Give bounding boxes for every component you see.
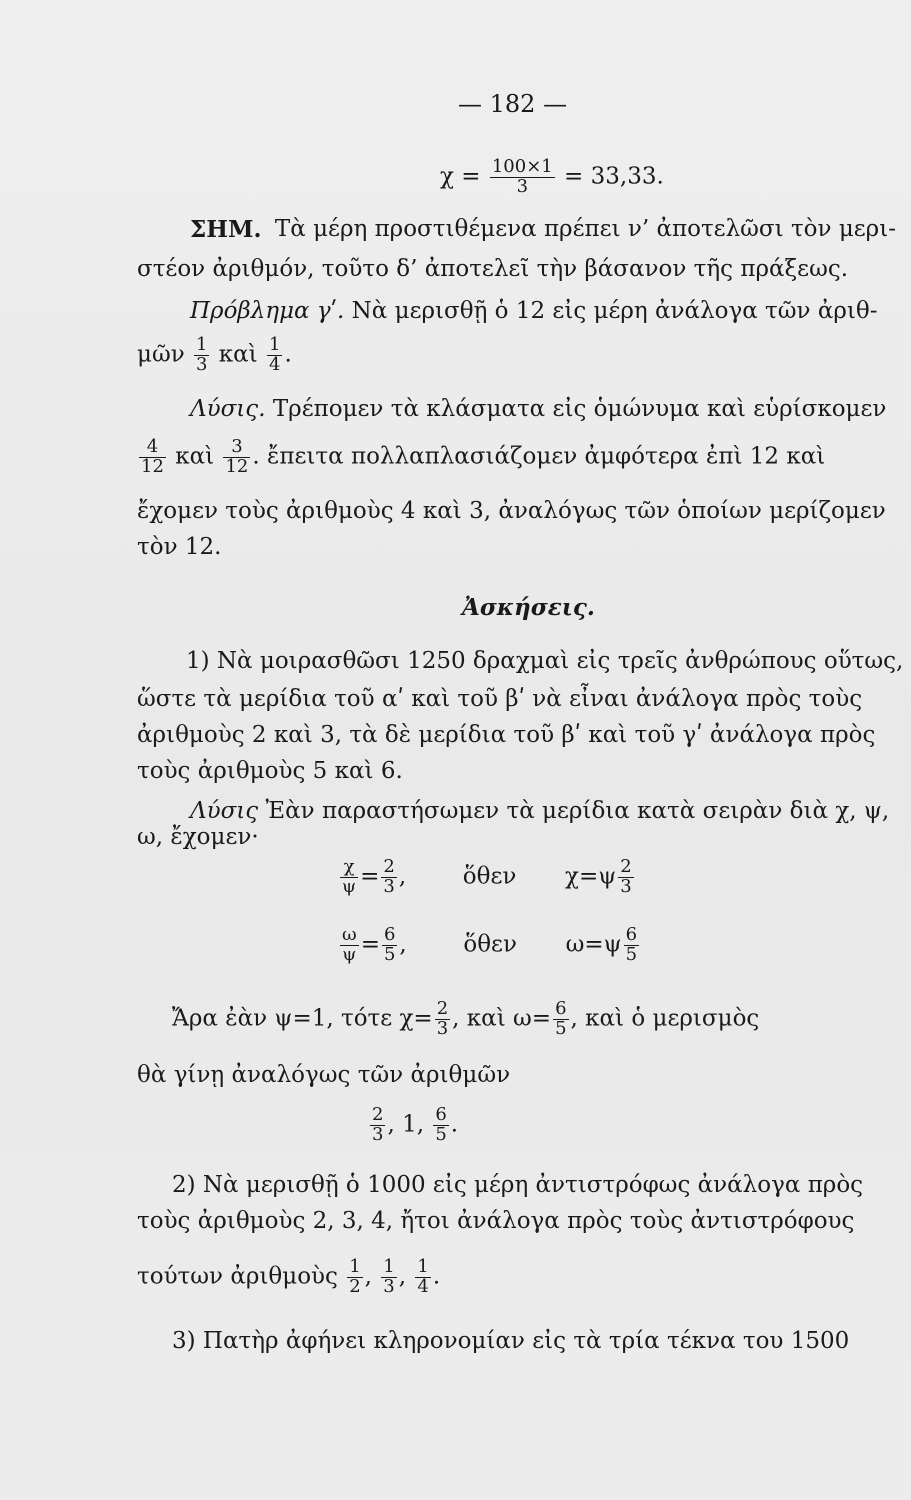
fraction-six-fifths [382, 926, 397, 965]
equation-2 [338, 926, 641, 965]
fraction-six-fifths-result [624, 926, 639, 965]
fraction-numerator: 3 [223, 438, 250, 458]
problem-label: Πρόβλημα γʹ. [190, 298, 345, 324]
fraction-numerator: 1 [417, 1256, 429, 1277]
problem-line-2 [137, 336, 292, 375]
fraction-one-third [194, 336, 209, 375]
page-number: — 182 — [458, 90, 568, 118]
result-mid: , 1, [387, 1111, 425, 1138]
fraction-numerator: 6 [383, 924, 396, 945]
fraction-denominator: 3 [196, 353, 208, 375]
fraction-denominator: 3 [383, 1275, 395, 1297]
fraction-numerator: 4 [139, 438, 166, 458]
fraction-one-third-ex2 [381, 1258, 396, 1297]
fraction-denominator: 2 [349, 1275, 361, 1297]
solution-label: Λύσις. [190, 396, 266, 422]
fraction-four-twelfths [139, 438, 166, 477]
formula-rhs: = 33,33. [564, 163, 664, 190]
equation-result: ω=ψ [565, 931, 622, 958]
problem-text-1: Νὰ μερισθῇ ὁ 12 εἰς μέρη ἀνάλογα τῶν ἀριθ- [351, 298, 878, 324]
fraction-numerator: 6 [555, 998, 567, 1019]
fraction-denominator: 5 [625, 943, 638, 965]
equation-result: χ=ψ [565, 863, 617, 890]
ara-text-mid: , καὶ ω= [452, 1005, 552, 1032]
fraction-one-fourth-ex2 [415, 1258, 430, 1297]
ara-text-start: Ἄρα ἐὰν ψ=1, τότε χ= [172, 1005, 433, 1032]
fraction-chi-psi [340, 858, 358, 897]
exercise-2-line-3: τούτων ἀριθμοὺς $\frac{1}{2}$ , $\frac{1}{3}$ , $\frac{1}{4}$ . [137, 1256, 441, 1297]
problem-line-1 [190, 300, 878, 323]
solution-line-1 [190, 398, 886, 421]
formula-fraction [490, 158, 555, 197]
fraction-denominator: 12 [141, 455, 164, 477]
fraction-denominator: 5 [555, 1017, 567, 1039]
fraction-denominator: 5 [383, 943, 396, 965]
solution-2-text-1: Ἐὰν παραστήσωμεν τὰ μερίδια κατὰ σειρὰν διὰ χ, ψ, [265, 798, 890, 824]
exercise-1-line-3: ἀριθμοὺς 2 καὶ 3, τὰ δὲ μερίδια τοῦ βʹ καὶ τοῦ γʹ ἀνάλογα πρὸς [137, 722, 876, 748]
fraction-numerator: 2 [383, 856, 395, 877]
ara-line-2: θὰ γίνῃ ἀναλόγως τῶν ἀριθμῶν [137, 1062, 511, 1088]
fraction-one-half [347, 1258, 362, 1297]
shm-line-1 [190, 218, 896, 241]
fraction-denominator: 5 [435, 1123, 447, 1145]
result-end: . [450, 1111, 459, 1138]
problem-text-2: μῶν [137, 341, 185, 368]
fraction-numerator: 1 [383, 1256, 395, 1277]
problem-end: . [284, 341, 292, 368]
fraction-numerator: 6 [625, 924, 638, 945]
fraction-one-fourth [267, 336, 282, 375]
fraction-denominator: ψ [342, 875, 357, 897]
fraction-denominator: 3 [436, 1017, 449, 1039]
fraction-two-thirds [381, 858, 396, 897]
fraction-numerator: 6 [435, 1104, 447, 1125]
fraction-three-twelfths [223, 438, 250, 477]
fraction-numerator: 2 [620, 856, 632, 877]
exercise-3-line-1: 3) Πατὴρ ἀφήνει κληρονομίαν εἰς τὰ τρία τέκνα του 1500 [172, 1328, 850, 1354]
exercise-2-line-1: 2) Νὰ μερισθῇ ὁ 1000 εἰς μέρη ἀντιστρόφως ἀνάλογα πρὸς [172, 1172, 864, 1198]
solution-line-4: τὸν 12. [137, 534, 222, 560]
problem-and: καὶ [218, 341, 258, 368]
fraction-numerator: 2 [436, 998, 449, 1019]
fraction-six-fifths-ara [553, 1000, 568, 1039]
solution-line-2 [137, 438, 825, 477]
fraction-numerator: 1 [349, 1256, 361, 1277]
comma: , [399, 931, 407, 958]
exercises-heading: Ἀσκήσεις. [462, 594, 595, 621]
fraction-denominator: 3 [516, 175, 529, 197]
exercise-2-line-2: τοὺς ἀριθμοὺς 2, 3, 4, ἤτοι ἀνάλογα πρὸς τοὺς ἀντιστρόφους [137, 1208, 855, 1234]
shm-label: ΣΗΜ. [190, 216, 262, 243]
fraction-denominator: 3 [620, 875, 632, 897]
result-line [368, 1106, 458, 1145]
equation-1 [338, 858, 636, 897]
solution-2-line-1 [190, 800, 889, 823]
shm-text-1: Τὰ μέρη προστιθέμενα πρέπει ν’ ἀποτελῶσι τὸν μερι- [274, 216, 896, 242]
formula-lhs: χ = [440, 163, 481, 190]
fraction-omega-psi [340, 926, 359, 965]
solution-text-1: Τρέπομεν τὰ κλάσματα εἰς ὁμώνυμα καὶ εὑρίσκομεν [272, 396, 887, 422]
comma: , [398, 863, 407, 890]
fraction-two-thirds-final [370, 1106, 385, 1145]
fraction-numerator: χ [340, 858, 358, 878]
fraction-denominator: 4 [417, 1275, 429, 1297]
solution-2-line-2: ω, ἔχομεν· [137, 824, 259, 850]
fraction-denominator: 4 [269, 353, 281, 375]
fraction-two-thirds-ara [435, 1000, 450, 1039]
othen-word: ὅθεν [462, 863, 517, 890]
fraction-numerator: ω [342, 924, 357, 945]
fraction-denominator: 3 [383, 875, 395, 897]
fraction-denominator: ψ [342, 943, 357, 965]
fraction-numerator: 1 [196, 334, 208, 355]
fraction-numerator: 2 [372, 1104, 384, 1125]
fraction-six-fifths-final [433, 1106, 448, 1145]
equals-sign: = [360, 863, 380, 890]
fraction-two-thirds-result [618, 858, 633, 897]
fraction-numerator: 100×1 [491, 156, 553, 177]
exercise-2-text-3: τούτων ἀριθμοὺς [137, 1263, 338, 1290]
solution-2-label: Λύσις [190, 798, 259, 824]
ara-text-end: , καὶ ὁ μερισμὸς [570, 1005, 760, 1032]
ara-line-1 [172, 1000, 759, 1039]
exercise-1-line-4: τοὺς ἀριθμοὺς 5 καὶ 6. [137, 758, 403, 784]
fraction-denominator: 12 [225, 455, 249, 477]
equals-sign: = [360, 931, 380, 958]
othen-word: ὅθεν [463, 931, 517, 958]
solution-line-3: ἔχομεν τοὺς ἀριθμοὺς 4 καὶ 3, ἀναλόγως τῶν ὁποίων μερίζομεν [137, 498, 886, 524]
solution-and: καὶ [175, 443, 215, 470]
solution-text-2: . ἔπειτα πολλαπλασιάζομεν ἀμφότερα ἐπὶ 12 καὶ [252, 443, 826, 470]
shm-line-2: στέον ἀριθμόν, τοῦτο δ’ ἀποτελεῖ τὴν βάσανον τῆς πράξεως. [137, 256, 849, 282]
fraction-denominator: 3 [372, 1123, 384, 1145]
exercise-1-line-2: ὥστε τὰ μερίδια τοῦ αʹ καὶ τοῦ βʹ νὰ εἶναι ἀνάλογα πρὸς τοὺς [137, 686, 863, 712]
fraction-numerator: 1 [269, 334, 281, 355]
formula-top [440, 158, 664, 197]
exercise-1-line-1: 1) Νὰ μοιρασθῶσι 1250 δραχμαὶ εἰς τρεῖς ἀνθρώπους οὕτως, [186, 648, 904, 674]
